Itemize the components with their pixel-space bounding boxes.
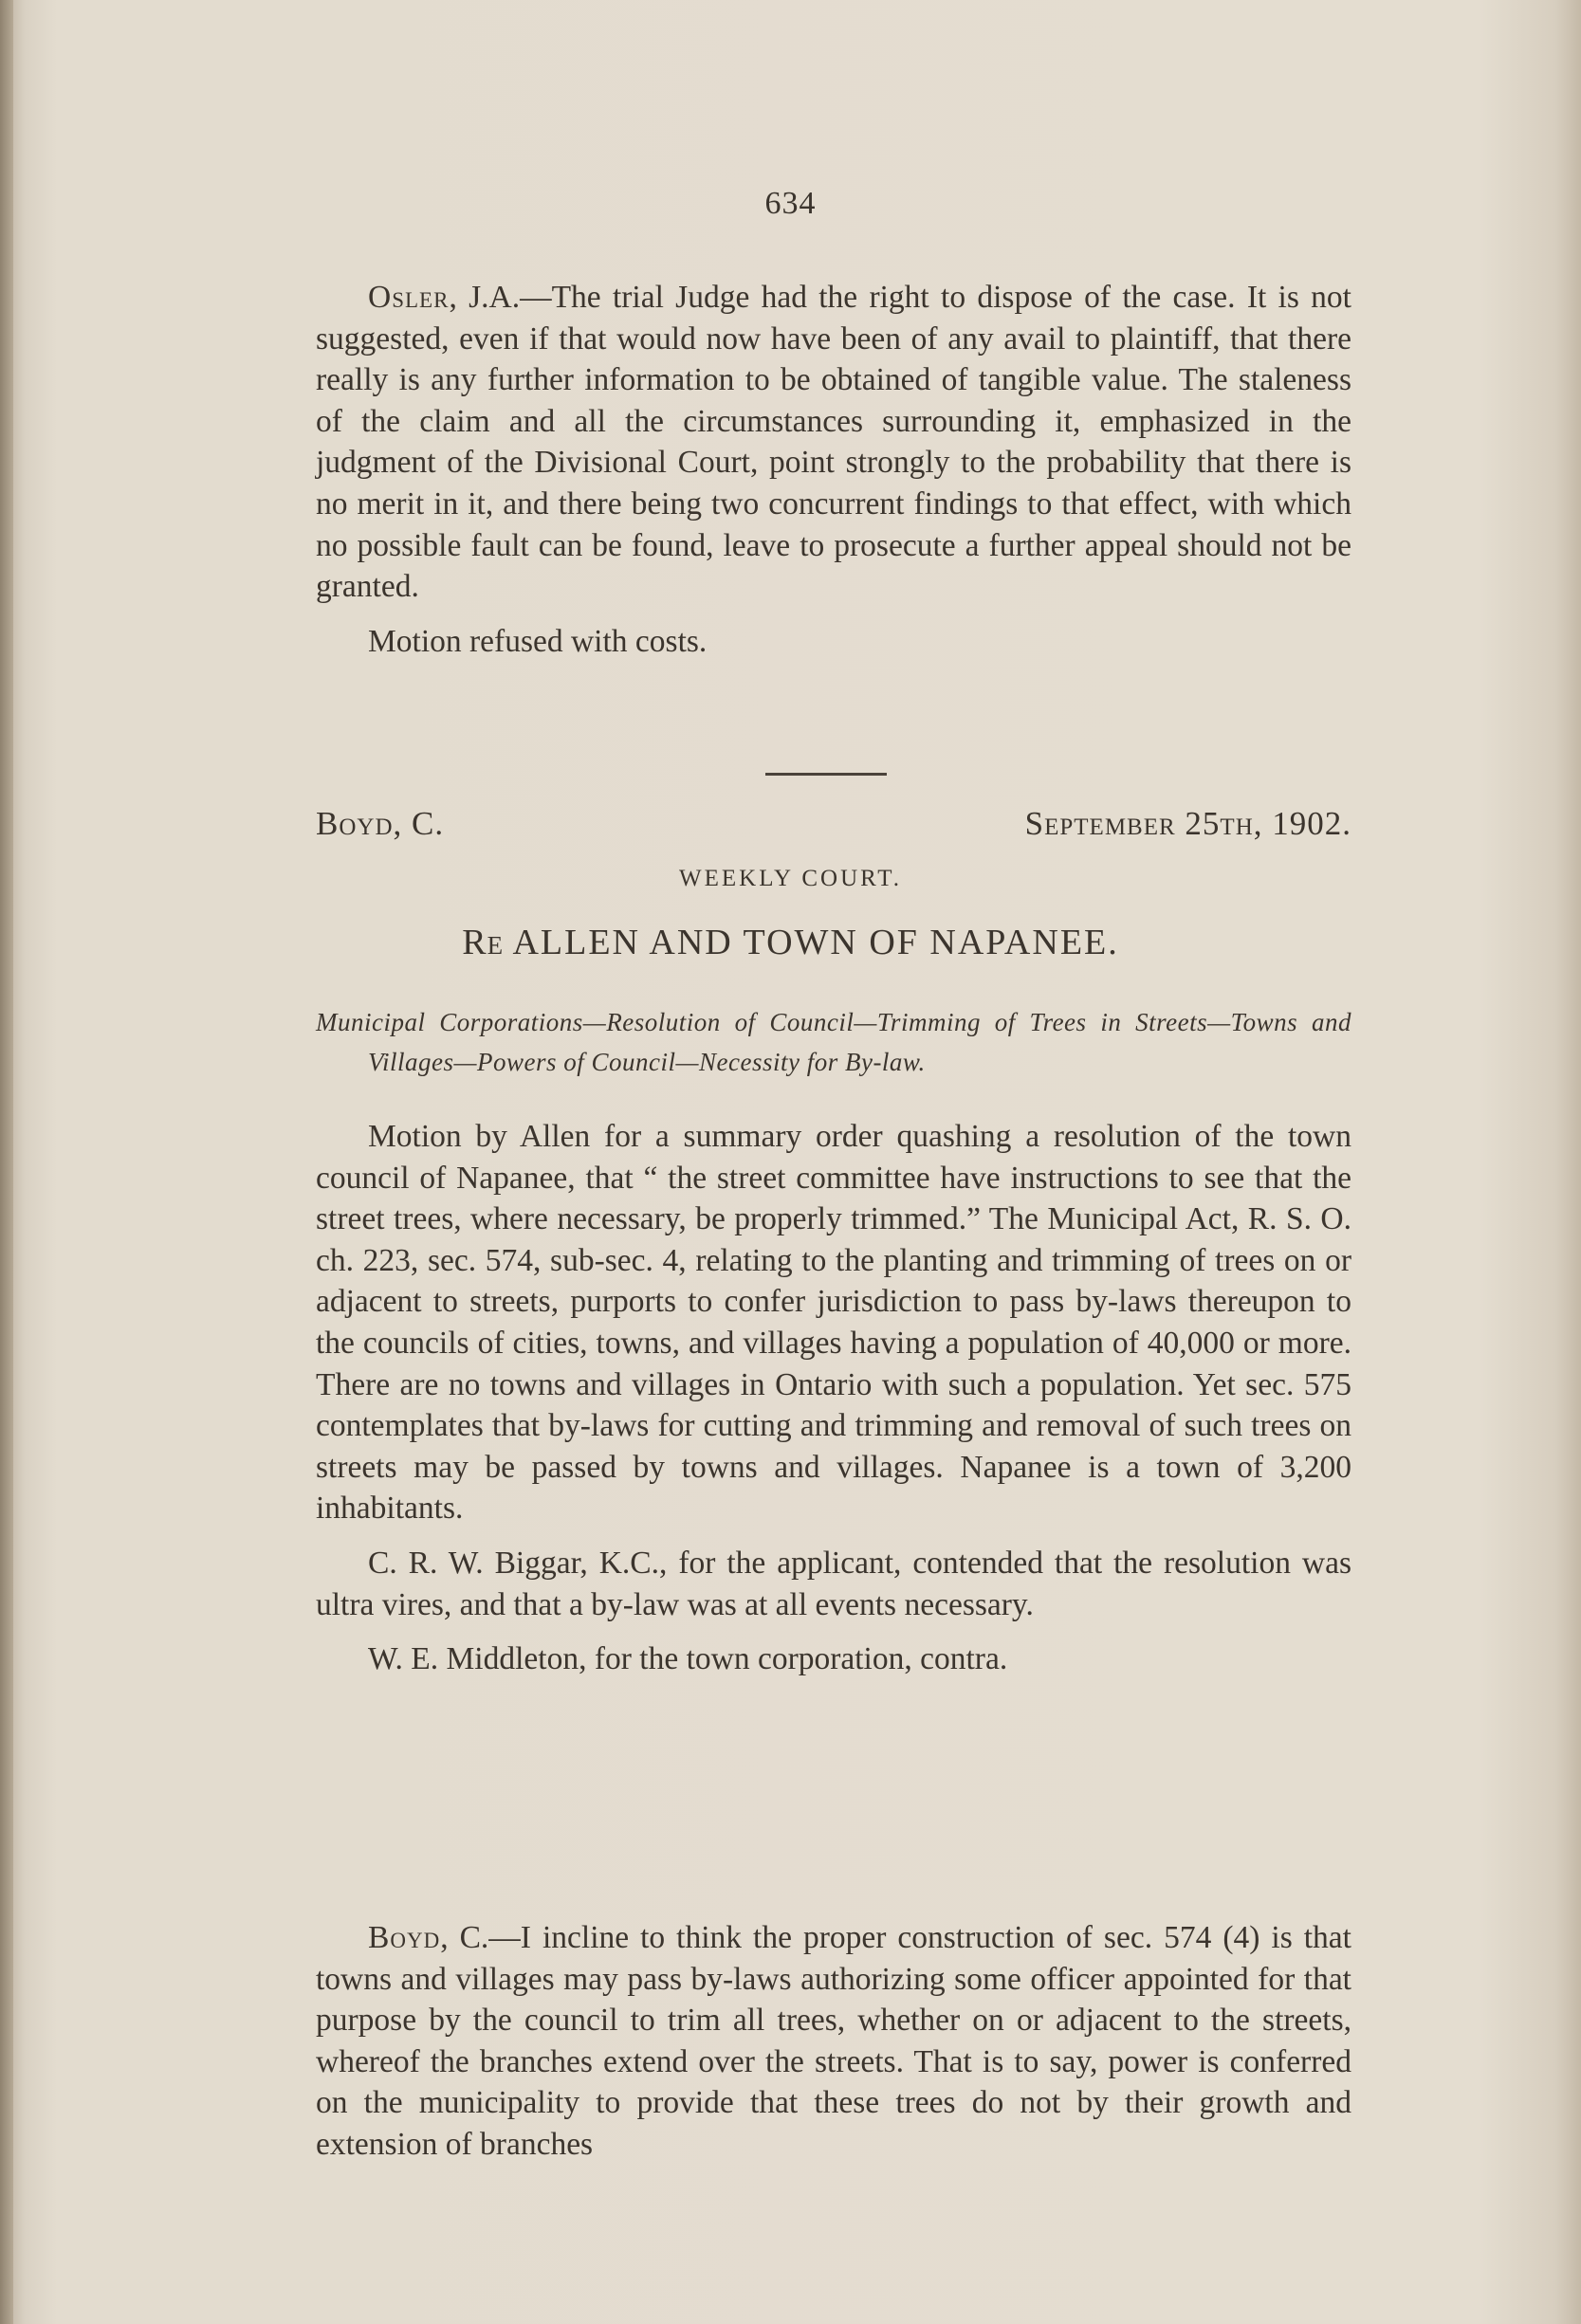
osler-judgment-body: —The trial Judge had the right to dispose of the case. It is not suggested, even if that would now have been of any avail to plaintiff, that there really is any further information to be obtained of tangible value. The staleness of the claim and all the circumstances surrounding it, emphasized in the judgment of the Divisional Court, point strongly to the probability that there is no merit in it, and there being two concurrent findings to that effect, with which no possible fault can be found, leave to prosecute a further appeal should not be granted. — [316, 280, 1351, 605]
presiding-judge: Boyd, C. — [316, 805, 445, 842]
boyd-judge-title: , C. — [440, 1920, 489, 1955]
boyd-judge-name: Boyd — [368, 1920, 441, 1955]
osler-judgment-text — [316, 277, 1351, 608]
court-name: WEEKLY COURT. — [679, 866, 902, 891]
disposition: Motion refused with costs. — [368, 623, 708, 659]
book-gutter — [0, 0, 13, 2324]
boyd-judgment-text — [316, 1917, 1351, 2166]
osler-judge-name: Osler — [368, 280, 450, 315]
case-title — [0, 922, 1581, 963]
osler-judge-title: , J.A. — [449, 280, 521, 315]
case-title-text: ALLEN AND TOWN OF NAPANEE. — [504, 923, 1119, 962]
counsel-respondent: W. E. Middleton, for the town corporation, contra. — [368, 1641, 1008, 1677]
boyd-judgment-body: —I incline to think the proper construction of sec. 574 (4) is that towns and villages may pass by-laws authorizing some officer appointed for that purpose by the council to trim all trees, whether on or adjacent to the streets, whereof the branches extend over the streets. That is to say, power is conferred on the municipality to provide that these trees do not by their growth and extension of branches — [316, 1920, 1351, 2162]
decision-date: September 25th, 1902. — [1024, 805, 1351, 842]
counsel-applicant: C. R. W. Biggar, K.C., for the applicant, contended that the resolution was ultra vires, and that a by-law was at all events necessary. — [316, 1545, 1351, 1622]
osler-judgment — [316, 277, 1351, 662]
section-divider — [765, 773, 887, 776]
statement-text: Motion by Allen for a summary order quashing a resolution of the town council of Napanee, that “ the street committee have instructions to see that the street trees, where necessary, be properly trimmed.” The Municipal Act, R. S. O. ch. 223, sec. 574, sub-sec. 4, relating to the planting and trimming of trees on or adjacent to streets, purports to confer jurisdiction to pass by-laws thereupon to the councils of cities, towns, and villages having a population of 40,000 or more. There are no towns and villages in Ontario with such a population. Yet sec. 575 contemplates that by-laws for cutting and trimming and removal of such trees on streets may be passed by towns and villages. Napanee is a town of 3,200 inhabitants. — [316, 1119, 1351, 1527]
boyd-judgment — [316, 1917, 1351, 2166]
case-title-prefix: Re — [462, 923, 505, 962]
page-number: 634 — [764, 186, 817, 221]
case-statement — [316, 1116, 1351, 1680]
headnote: Municipal Corporations—Resolution of Council—Trimming of Trees in Streets—Towns and Villages—Powers of Council—Necessity for By-law. — [316, 1008, 1351, 1076]
